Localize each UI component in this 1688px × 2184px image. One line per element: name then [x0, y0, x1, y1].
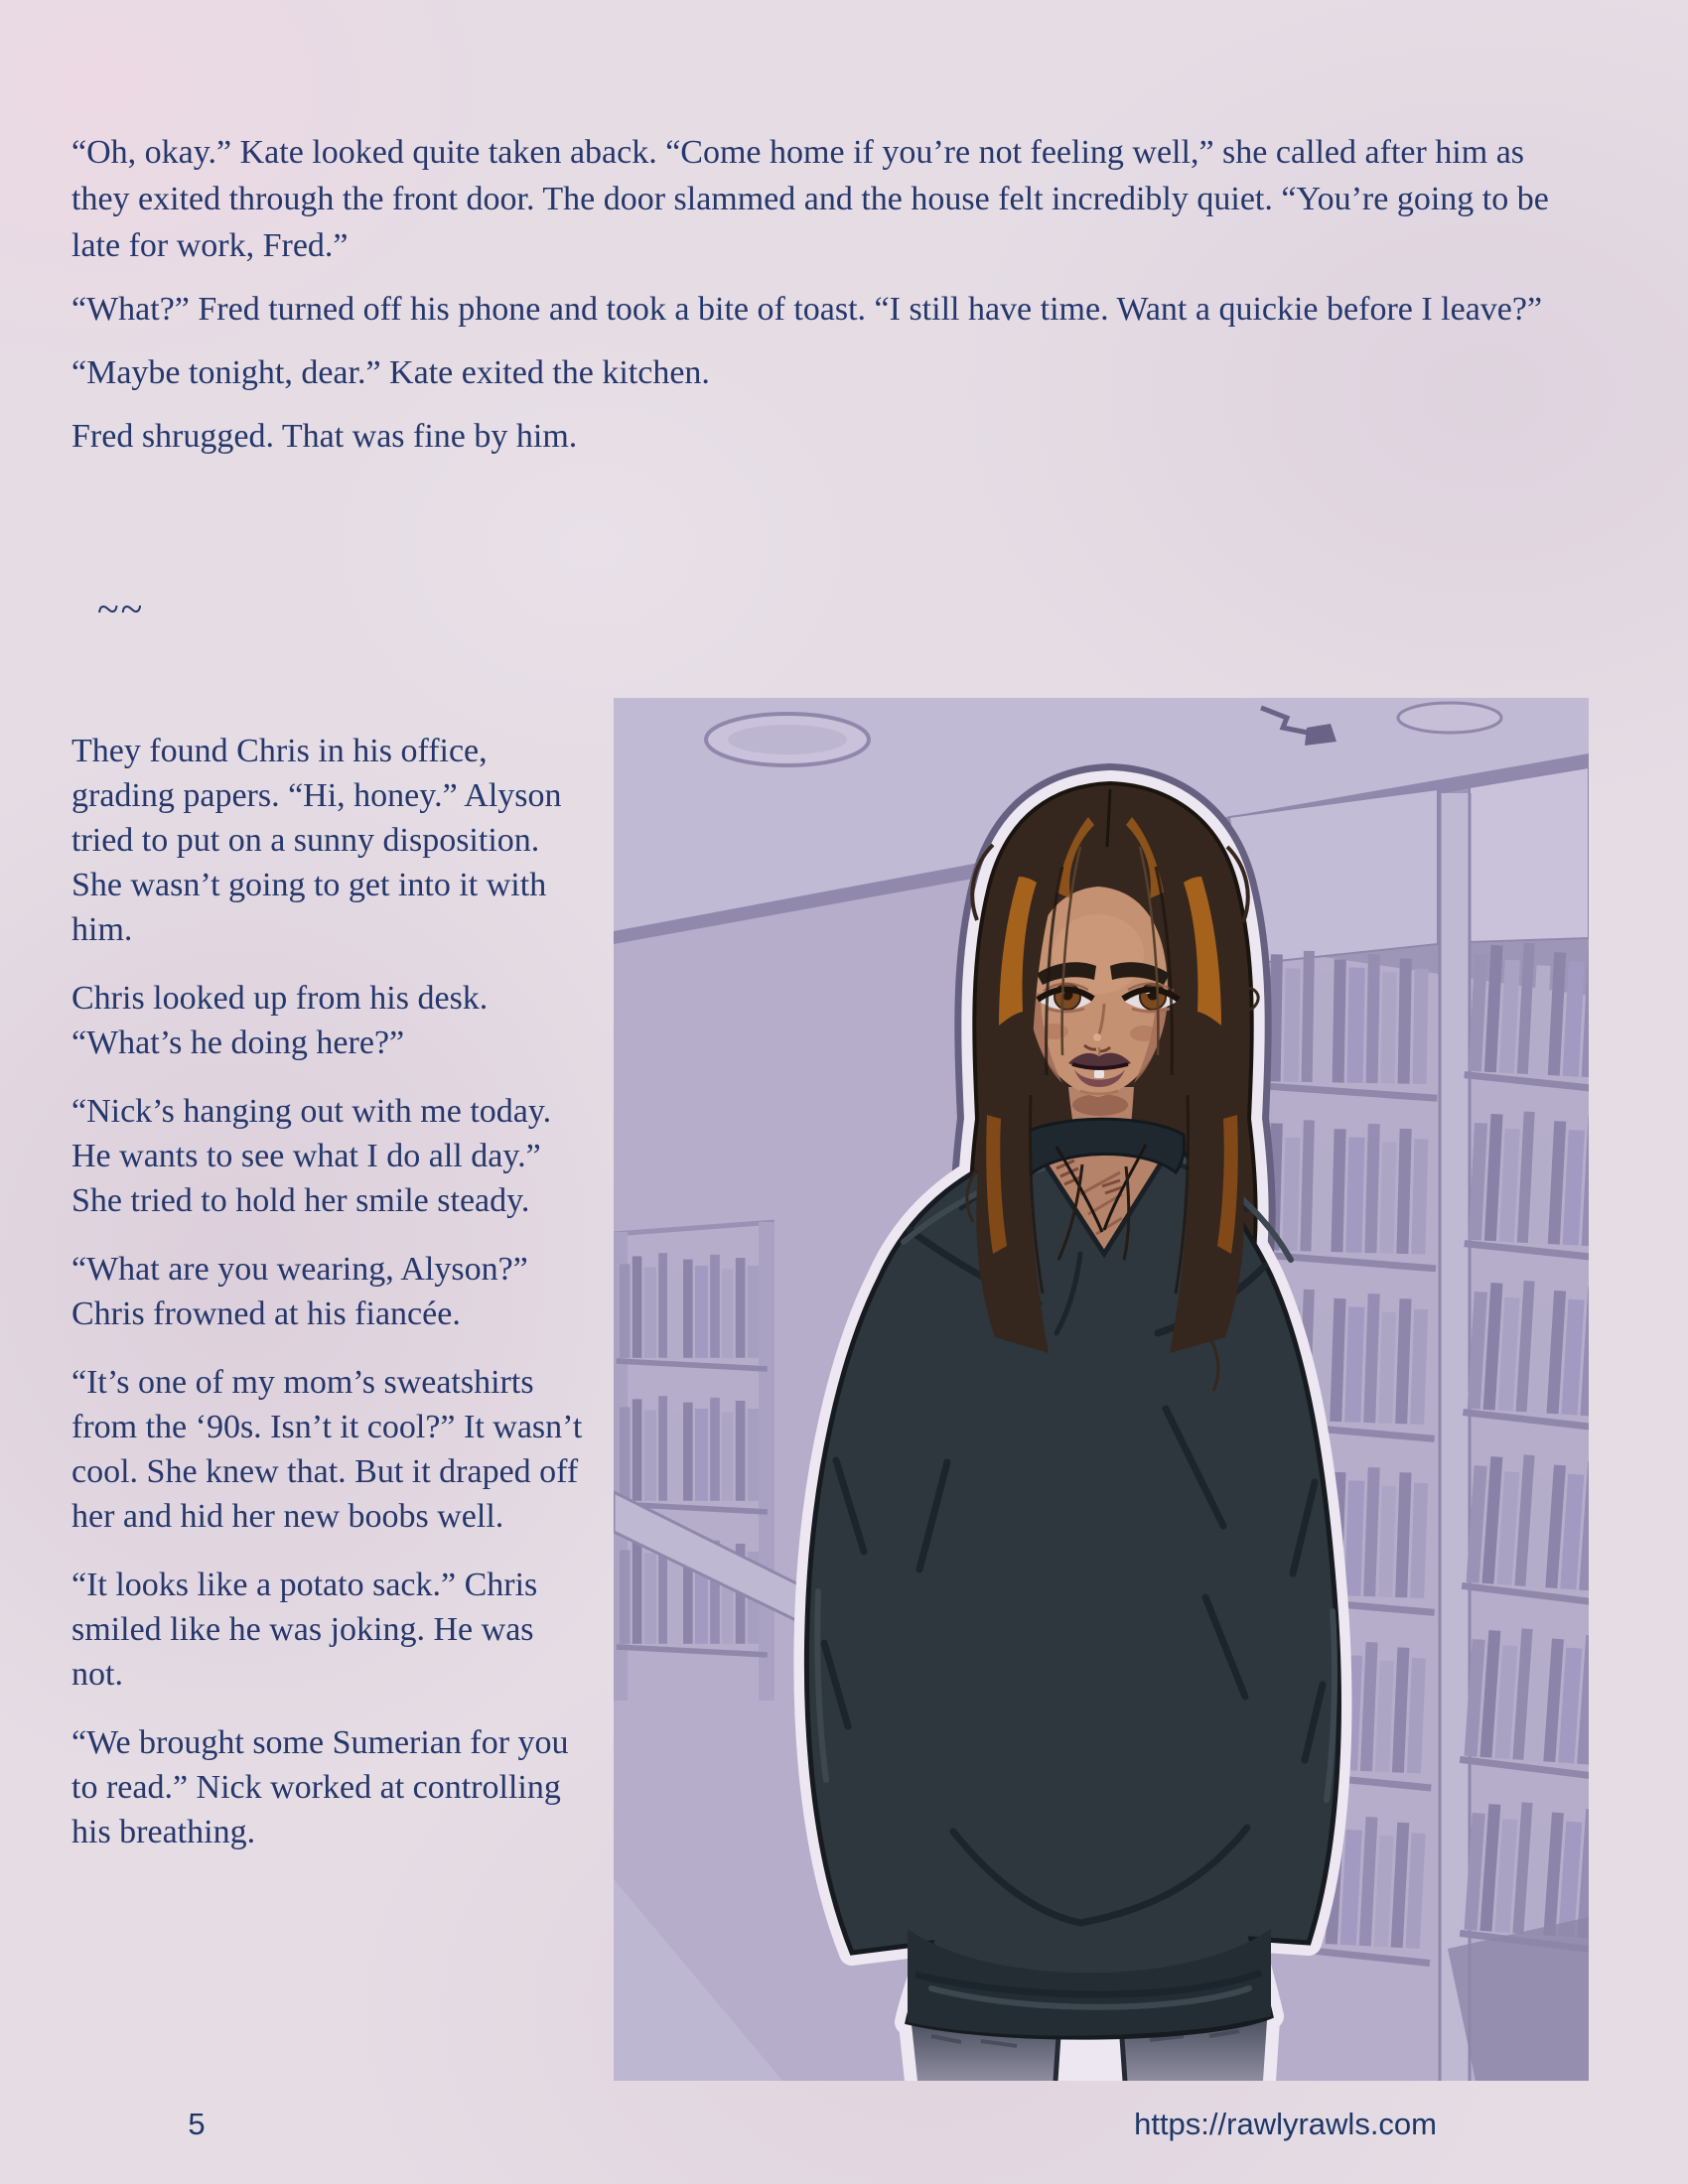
- cheek-blush: [1130, 1025, 1158, 1041]
- column-paragraphs: [71, 729, 584, 1878]
- paragraph: “Oh, okay.” Kate looked quite taken aback. “Come home if you’re not feeling well,” she called after him as they exited through the front door. The door slammed and the house felt incredibly quiet. “You’re going to be late for work, Fred.”: [71, 134, 1549, 264]
- paragraph: “Maybe tonight, dear.” Kate exited the kitchen.: [71, 354, 710, 391]
- paragraph: “Nick’s hanging out with me today. He wants to see what I do all day.” She tried to hold her smile steady.: [71, 1093, 552, 1219]
- paragraph: “What?” Fred turned off his phone and took a bite of toast. “I still have time. Want a quickie before I leave?”: [71, 291, 1543, 328]
- footer-link[interactable]: https://rawlyrawls.com: [1134, 2107, 1437, 2141]
- page-number: 5: [188, 2107, 206, 2141]
- scene-separator: ~~: [97, 587, 145, 631]
- paragraph: Fred shrugged. That was fine by him.: [71, 418, 578, 455]
- paragraph: “It’s one of my mom’s sweatshirts from the ‘90s. Isn’t it cool?” It wasn’t cool. She knew that. But it draped off her and hid her new boobs well.: [71, 1364, 583, 1535]
- library-illustration: [614, 698, 1589, 2081]
- paragraph: “What are you wearing, Alyson?” Chris frowned at his fiancée.: [71, 1251, 528, 1332]
- paragraph: They found Chris in his office, grading papers. “Hi, honey.” Alyson tried to put on a sunny disposition. She wasn’t going to get into it with him.: [71, 733, 562, 948]
- paragraph: Chris looked up from his desk. “What’s he doing here?”: [71, 980, 489, 1061]
- paragraph: “It looks like a potato sack.” Chris smiled like he was joking. He was not.: [71, 1567, 538, 1693]
- hoodie: [806, 1135, 1338, 2038]
- intro-paragraphs: [71, 129, 1566, 477]
- library-illustration-art: [614, 698, 1589, 2081]
- paragraph: “We brought some Sumerian for you to read.” Nick worked at controlling his breathing.: [71, 1724, 569, 1850]
- ceiling-light: [1398, 703, 1501, 733]
- tooth: [1094, 1070, 1104, 1078]
